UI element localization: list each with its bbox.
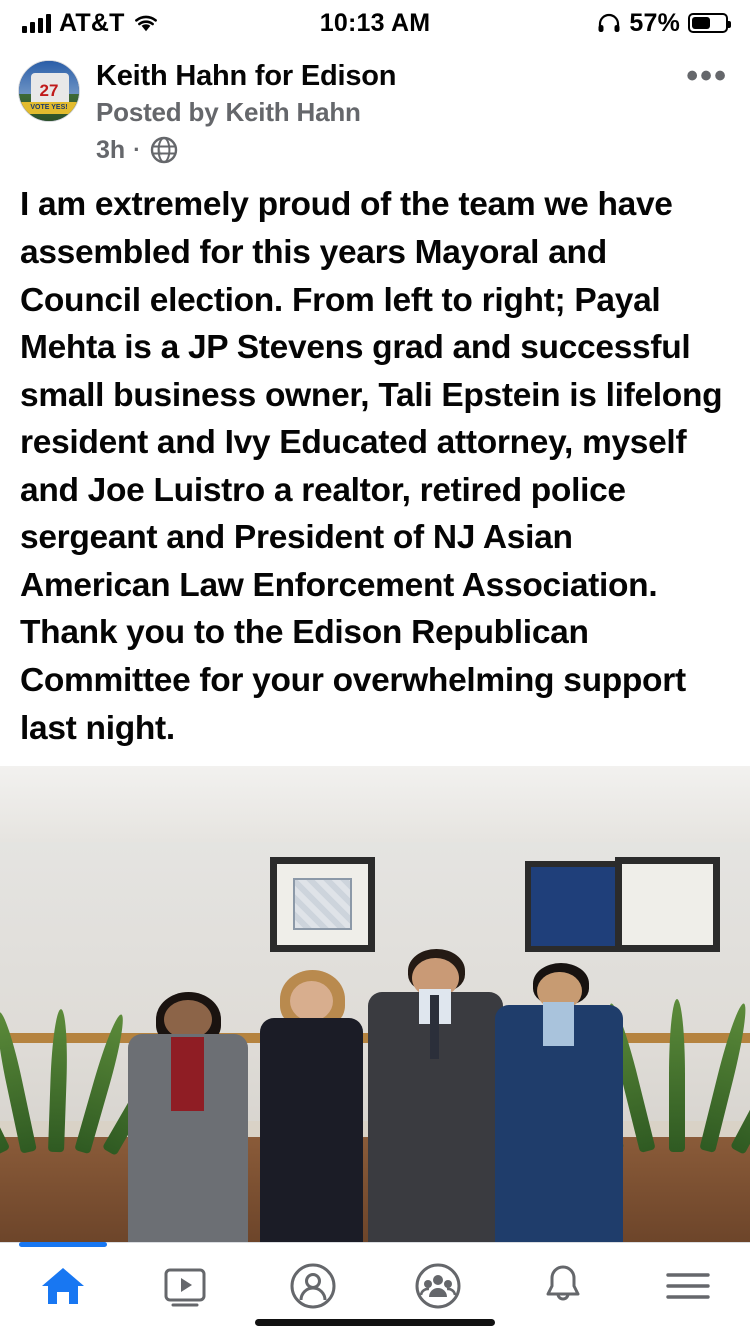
post-header (0, 46, 750, 165)
wall-picture-frame (270, 857, 375, 952)
avatar[interactable] (18, 60, 80, 122)
bell-icon (541, 1263, 585, 1314)
battery-icon (688, 13, 728, 33)
status-bar-right (430, 9, 728, 38)
clock-label: 10:13 AM (319, 8, 431, 37)
nav-menu[interactable] (625, 1243, 750, 1334)
carrier-label: AT&T (59, 8, 125, 37)
person-4 (495, 966, 623, 1242)
nav-watch[interactable] (125, 1243, 250, 1334)
person-2 (255, 976, 368, 1242)
nav-notifications[interactable] (500, 1243, 625, 1334)
person-1 (128, 995, 248, 1242)
home-indicator (255, 1319, 495, 1326)
post-body-text: I am extremely proud of the team we have assembled for this years Mayoral and Council election. From left to right; Payal Mehta is a JP Stevens grad and successful small business owner, Tali Epstein is lifelong resident and Ivy Educated attorney, myself and Joe Luistro a realtor, retired police sergeant and President of NJ Asian American Law Enforcement Association. Thank you to the Edison Republican Committee for your overwhelming support last night. (20, 186, 723, 747)
wifi-icon (133, 13, 159, 33)
post-more-options-button[interactable]: ••• (686, 57, 728, 95)
nav-home[interactable] (0, 1243, 125, 1334)
headphones-icon (597, 13, 621, 33)
video-play-icon (163, 1264, 213, 1313)
status-bar-left (22, 9, 320, 38)
post-header-text (80, 60, 676, 165)
status-bar-center (320, 9, 430, 38)
people-circle-icon (414, 1262, 462, 1315)
post-photo[interactable] (0, 766, 750, 1242)
plant-right (600, 999, 750, 1151)
bottom-navigation-bar (0, 1242, 750, 1334)
hamburger-menu-icon (664, 1268, 712, 1309)
post-meta (96, 135, 676, 165)
wall-picture-frame-2 (615, 857, 720, 952)
status-bar (0, 0, 750, 46)
avatar-jersey-number: 27 (39, 81, 59, 100)
post-timestamp[interactable]: 3h (96, 135, 126, 164)
posted-by-label[interactable]: Posted by Keith Hahn (96, 96, 361, 127)
avatar-banner-text: VOTE YES! (19, 102, 79, 114)
person-circle-icon (289, 1262, 337, 1315)
page-name[interactable]: Keith Hahn for Edison (96, 60, 397, 92)
globe-public-icon[interactable] (149, 135, 179, 165)
battery-percent-label: 57% (629, 8, 681, 37)
person-3 (368, 952, 503, 1242)
cellular-signal-icon (22, 13, 51, 33)
wall-display-screen (525, 861, 623, 951)
home-icon (39, 1264, 87, 1313)
meta-separator: · (133, 137, 141, 163)
